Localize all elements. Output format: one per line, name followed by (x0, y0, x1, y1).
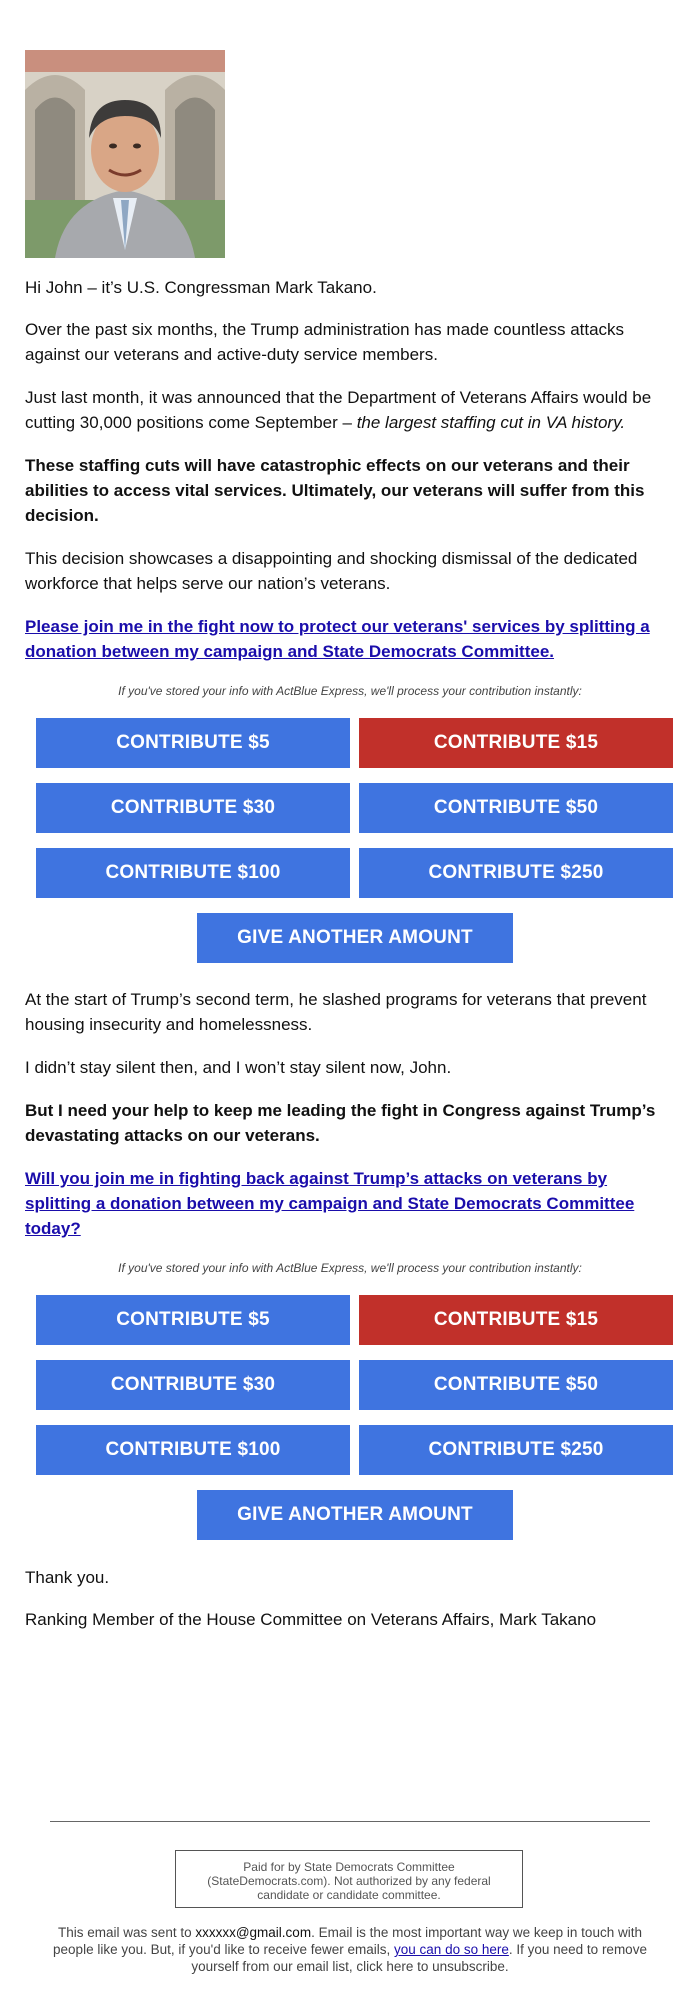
portrait-image (25, 50, 225, 258)
contribute-30-button[interactable]: CONTRIBUTE $30 (36, 783, 350, 833)
contribute-100-button[interactable]: CONTRIBUTE $100 (36, 1425, 350, 1475)
signature-text: Ranking Member of the House Committee on Veterans Affairs, Mark Takano (25, 1610, 597, 1629)
fewer-emails-link[interactable]: you can do so here (394, 1942, 509, 1957)
paragraph-second-term: At the start of Trump’s second term, he slashed programs for veterans that prevent housing insecurity and homelessness. (25, 990, 647, 1034)
contribute-15-button[interactable]: CONTRIBUTE $15 (359, 1295, 673, 1345)
contribute-5-button[interactable]: CONTRIBUTE $5 (36, 718, 350, 768)
footer-sent-to-middle: . Email is the most important way we keep in touch with people like you. But, if you'd like to receive fewer emails, (53, 1925, 642, 1957)
contribute-5-button[interactable]: CONTRIBUTE $5 (36, 1295, 350, 1345)
congressman-photo (25, 50, 225, 258)
paragraph-dismissal: This decision showcases a disappointing and shocking dismissal of the dedicated workforce that helps serve our nation’s veterans. (25, 549, 638, 593)
greeting-text: Hi John – it’s U.S. Congressman Mark Takano. (25, 278, 377, 297)
contribute-250-button[interactable]: CONTRIBUTE $250 (359, 1425, 673, 1475)
paragraph-catastrophic-effects: These staffing cuts will have catastrophic effects on our veterans and their abilities to access vital services. Ultimately, our veterans will suffer from this decision. (25, 456, 645, 525)
paragraph-need-help: But I need your help to keep me leading the fight in Congress against Trump’s devastating attacks on our veterans. (25, 1101, 656, 1145)
paragraph-attacks: Over the past six months, the Trump administration has made countless attacks against our veterans and active-duty service members. (25, 320, 625, 364)
actblue-express-note: If you've stored your info with ActBlue Express, we'll process your contribution instantly: (118, 684, 582, 698)
footer-divider (50, 1821, 650, 1822)
paragraph-staffing-cut (25, 385, 665, 435)
actblue-express-note: If you've stored your info with ActBlue Express, we'll process your contribution instantly: (118, 1261, 582, 1275)
paragraph-staffing-cut-text: Just last month, it was announced that the Department of Veterans Affairs would be cutting 30,000 positions come September – (25, 388, 652, 432)
paid-for-disclaimer: Paid for by State Democrats Committee (StateDemocrats.com). Not authorized by any federal candidate or candidate committee. (175, 1850, 523, 1908)
staffing-cut-emphasis: the largest staffing cut in VA history. (356, 413, 626, 432)
footer-unsubscribe-text (45, 1924, 655, 1975)
give-another-amount-button[interactable]: GIVE ANOTHER AMOUNT (197, 913, 513, 963)
contribute-50-button[interactable]: CONTRIBUTE $50 (359, 1360, 673, 1410)
fight-back-link[interactable]: Will you join me in fighting back against Trump’s attacks on veterans by splitting a donation between my campaign and State Democrats Committee today? (25, 1169, 635, 1238)
contribute-250-button[interactable]: CONTRIBUTE $250 (359, 848, 673, 898)
contribute-50-button[interactable]: CONTRIBUTE $50 (359, 783, 673, 833)
contribute-15-button[interactable]: CONTRIBUTE $15 (359, 718, 673, 768)
paragraph-not-silent: I didn’t stay silent then, and I won’t stay silent now, John. (25, 1058, 452, 1077)
cta-link-paragraph-2 (25, 1166, 665, 1241)
footer-sent-to-suffix: . If you need to remove yourself from our email list, click here to unsubscribe. (191, 1942, 647, 1974)
give-another-amount-button[interactable]: GIVE ANOTHER AMOUNT (197, 1490, 513, 1540)
contribute-100-button[interactable]: CONTRIBUTE $100 (36, 848, 350, 898)
cta-link-paragraph-1 (25, 614, 665, 664)
contribute-30-button[interactable]: CONTRIBUTE $30 (36, 1360, 350, 1410)
recipient-email: xxxxxx@gmail.com (195, 1925, 312, 1940)
footer-sent-to-prefix: This email was sent to (58, 1925, 196, 1940)
join-fight-link[interactable]: Please join me in the fight now to protect our veterans' services by splitting a donation between my campaign and State Democrats Committee. (25, 617, 650, 661)
thanks-text: Thank you. (25, 1568, 110, 1587)
